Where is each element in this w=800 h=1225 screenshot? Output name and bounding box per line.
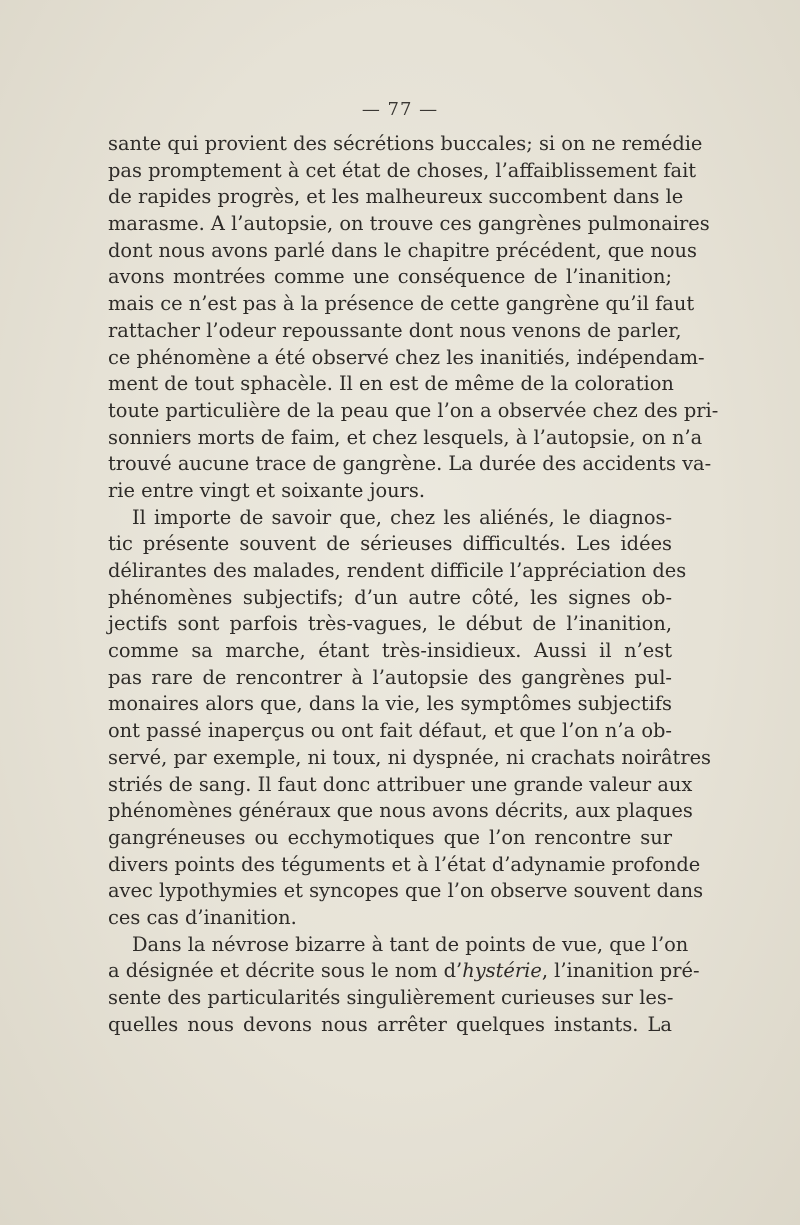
- paragraph-1: [108, 131, 719, 505]
- text-line: sante qui provient des sécrétions buccales; si on ne remédie: [108, 132, 703, 155]
- body-text: [108, 131, 719, 1038]
- text-line: sonniers morts de faim, et chez lesquels, à l’autopsie, on n’a: [108, 425, 703, 449]
- text-line: trouvé aucune trace de gangrène. La durée des accidents va-: [108, 452, 712, 476]
- text-line: [108, 958, 700, 985]
- text-line: dont nous avons parlé dans le chapitre précédent, que nous: [108, 238, 697, 262]
- text-line: ont passé inaperçus ou ont fait défaut, et que l’on n’a ob-: [108, 719, 672, 743]
- text-line: de rapides progrès, et les malheureux succombent dans le: [108, 185, 684, 209]
- text-line: tic présente souvent de sérieuses difficultés. Les idées: [108, 532, 672, 556]
- text-line: marasme. A l’autopsie, on trouve ces gangrènes pulmonaires: [108, 212, 710, 236]
- text-line: toute particulière de la peau que l’on a observée chez des pri-: [108, 398, 719, 422]
- text-line: Dans la névrose bizarre à tant de points de vue, que l’on: [132, 932, 689, 956]
- text-line: ment de tout sphacèle. Il en est de même de la coloration: [108, 372, 674, 396]
- text-line: mais ce n’est pas à la présence de cette gangrène qu’il faut: [108, 292, 695, 316]
- text-line: ces cas d’inanition.: [108, 905, 297, 929]
- text-line: gangréneuses ou ecchymotiques que l’on rencontre sur: [108, 825, 672, 849]
- text-line: divers points des téguments et à l’état d’adynamie profonde: [108, 852, 701, 876]
- text-line: phénomènes subjectifs; d’un autre côté, les signes ob-: [108, 585, 672, 609]
- text-line: avons montrées comme une conséquence de l’inanition;: [108, 265, 672, 289]
- text-line: délirantes des malades, rendent difficile l’appréciation des: [108, 559, 687, 582]
- text-line: comme sa marche, étant très-insidieux. Aussi il n’est: [108, 639, 672, 663]
- text-line: sente des particularités singulièrement curieuses sur les-: [108, 986, 674, 1009]
- text-line: rattacher l’odeur repoussante dont nous venons de parler,: [108, 318, 682, 342]
- text-line: pas promptement à cet état de choses, l’affaiblissement fait: [108, 158, 697, 182]
- text-line: pas rare de rencontrer à l’autopsie des gangrènes pul-: [108, 665, 672, 689]
- italic-term: hystérie: [462, 959, 542, 983]
- text-line: monaires alors que, dans la vie, les symptômes subjectifs: [108, 692, 672, 716]
- text-line: servé, par exemple, ni toux, ni dyspnée, ni crachats noirâtres: [108, 745, 712, 769]
- text-line: quelles nous devons nous arrêter quelques instants. La: [108, 1012, 672, 1036]
- page-number: — 77 —: [361, 99, 439, 120]
- text-line: jectifs sont parfois très-vagues, le début de l’inanition,: [108, 612, 672, 636]
- text-segment: a désignée et décrite sous le nom d’: [108, 959, 463, 983]
- text-line: avec lypothymies et syncopes que l’on observe souvent dans: [108, 879, 704, 903]
- text-segment: , l’inanition pré-: [541, 959, 700, 983]
- text-line: ce phénomène a été observé chez les inanitiés, indépendam-: [108, 345, 705, 369]
- paragraph-2: [108, 505, 712, 932]
- text-line: rie entre vingt et soixante jours.: [108, 478, 426, 502]
- text-line: phénomènes généraux que nous avons décrits, aux plaques: [108, 799, 693, 823]
- text-line: striés de sang. Il faut donc attribuer une grande valeur aux: [108, 772, 693, 796]
- text-line: Il importe de savoir que, chez les aliénés, le diagnos-: [132, 505, 672, 529]
- paragraph-3: [108, 932, 700, 1039]
